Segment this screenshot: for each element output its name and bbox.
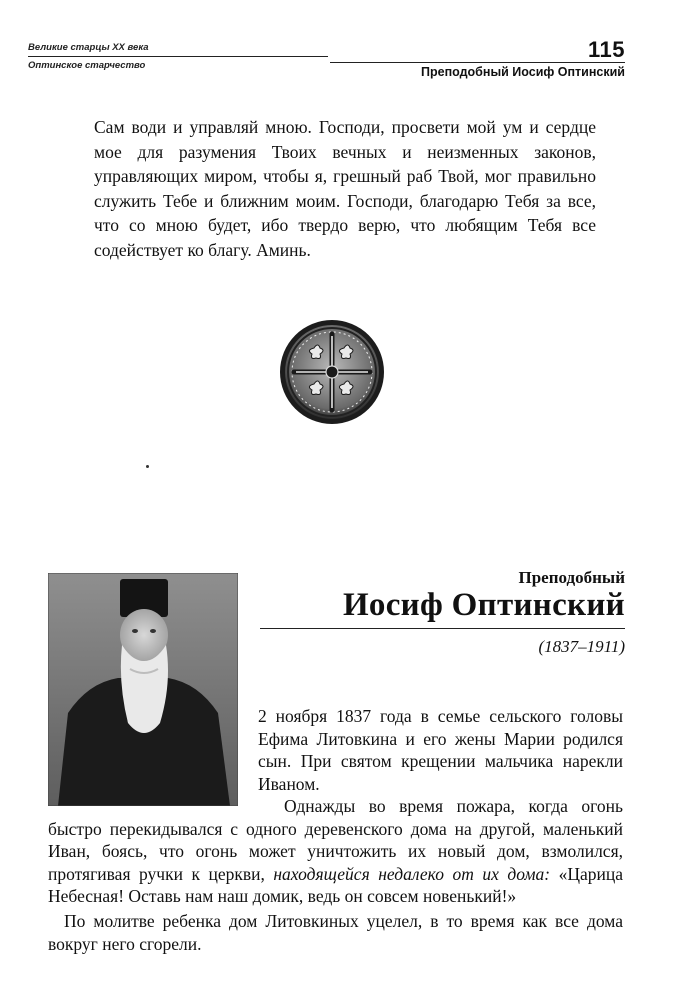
- page-header-right: [421, 38, 625, 80]
- running-title: Преподобный Иосиф Оптинский: [421, 65, 625, 79]
- page-header-left: [28, 42, 328, 72]
- story-italic-text: находящейся недалеко от их дома:: [273, 863, 551, 884]
- print-speck: [146, 465, 149, 468]
- chapter-title: Иосиф Оптинский: [342, 587, 625, 623]
- chapter-subtitle: Преподобный: [518, 568, 625, 587]
- story-plain-text: Однажды во время пожара, когда огонь быстро перекидывался с одного деревенского дома на другой, маленький Иван, боясь, что огонь может уничтожить их новый дом, взмолился, протягивая ручки к церкви,: [48, 796, 623, 884]
- page-number: 115: [588, 37, 625, 62]
- life-dates: (1837–1911): [538, 637, 625, 656]
- book-title: Великие старцы XX века: [28, 42, 149, 53]
- story-paragraph: [48, 795, 623, 908]
- prayer-paragraph: Сам води и управляй мною. Господи, просвети мой ум и сердце мое для разумения Твоих вечных и неизменных законов, управляющих миром, чтобы я, грешный раб Твой, мог правильно служить Тебе и ближним моим. Господи, благодарю Тебя за все, что со мною будет, ибо твердо верю, что любящим Тебя все содействует ко благу. Аминь.: [94, 117, 596, 260]
- intro-paragraph: 2 ноября 1837 года в семье сельского головы Ефима Литовкина и его жены Марии родился сын. При святом крещении мальчика нарекли Иваном.: [258, 706, 623, 794]
- header-left-rule: [28, 56, 328, 57]
- portrait-photo: [48, 573, 238, 806]
- cross-medallion-icon: [278, 318, 386, 426]
- title-rule: [260, 628, 625, 629]
- story-quote: «Царица Небесная! Оставь нам наш домик, ведь он совсем новенький!»: [48, 863, 623, 906]
- closing-paragraph: По молитве ребенка дом Литовкиных уцелел, в то время как все дома вокруг него сгорели.: [48, 911, 623, 954]
- section-title: Оптинское старчество: [28, 60, 146, 71]
